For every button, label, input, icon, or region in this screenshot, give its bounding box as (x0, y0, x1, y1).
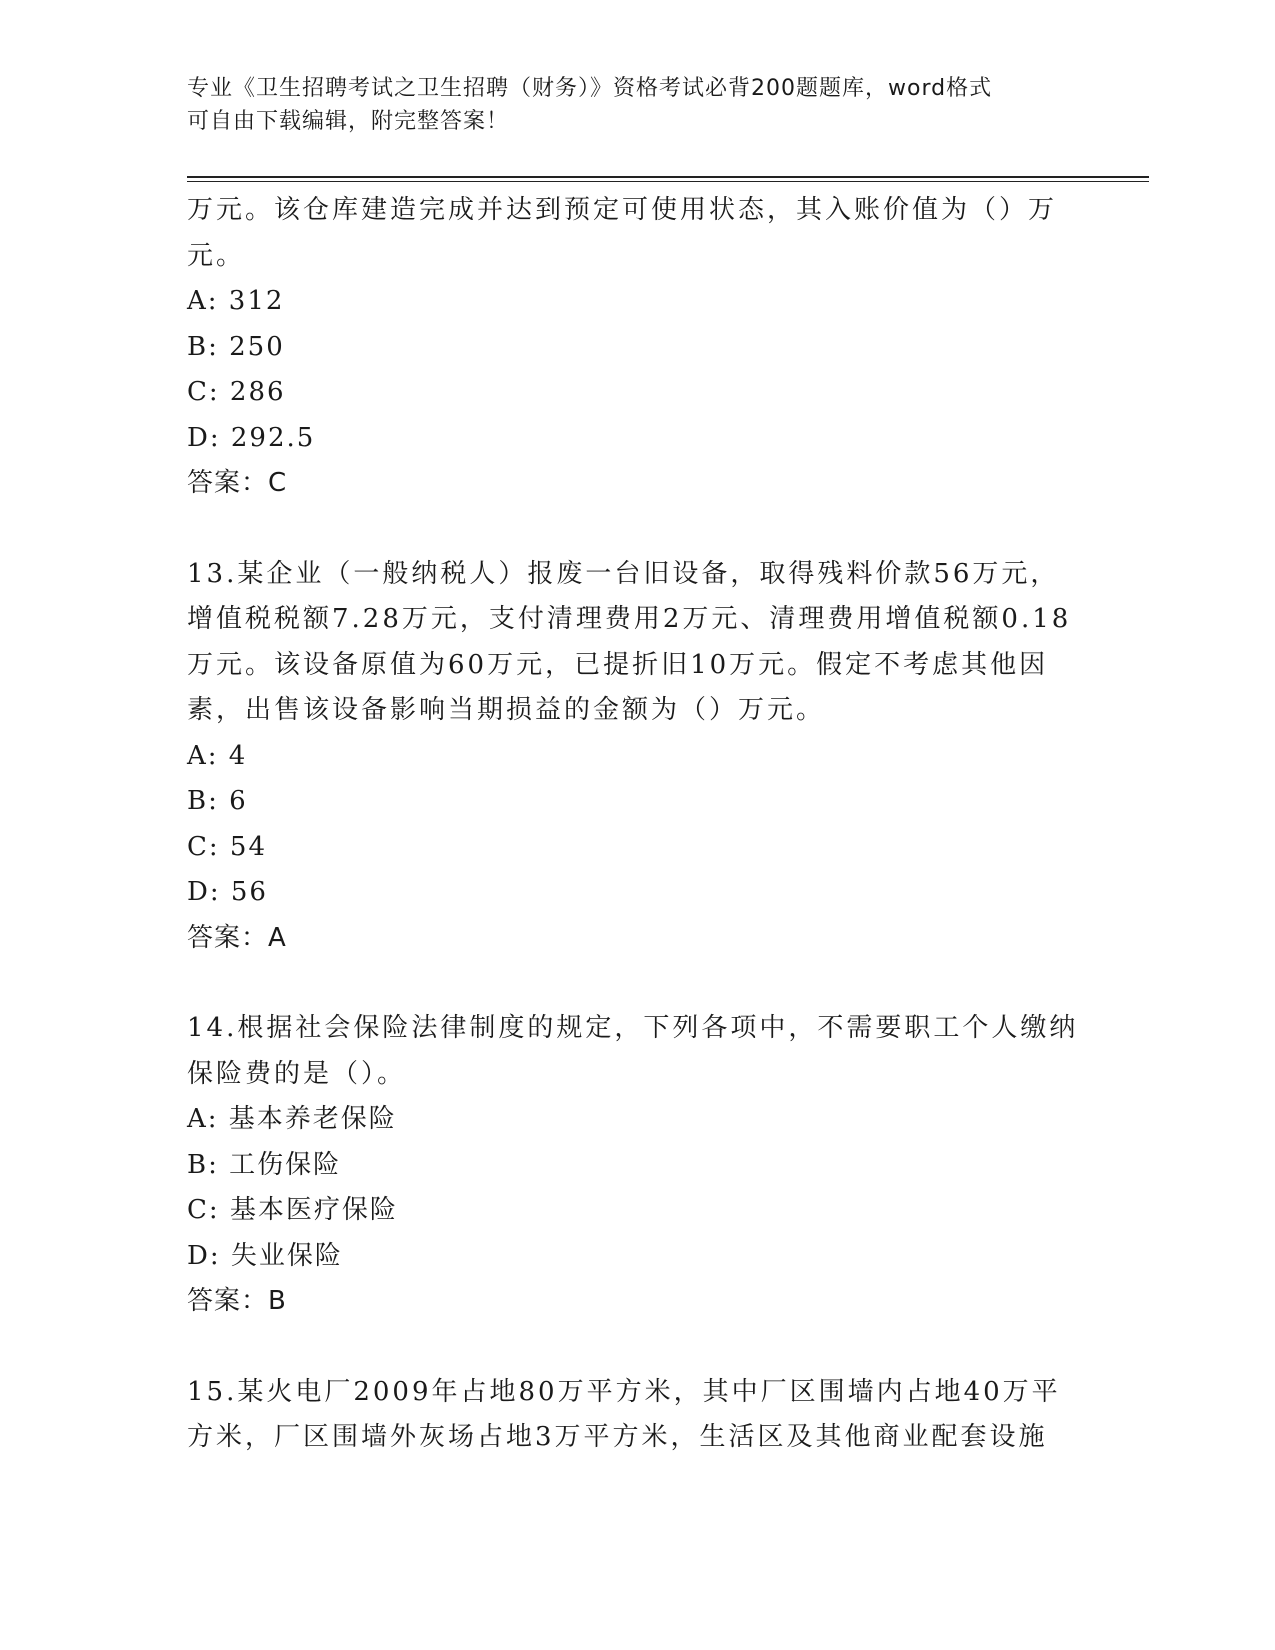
spacer (187, 1325, 1087, 1370)
document-header (187, 72, 1067, 138)
question-stem-line: 保险费的是（）。 (187, 1058, 407, 1089)
answer-line: 答案：C (187, 468, 288, 498)
answer-line: 答案：B (187, 1286, 287, 1316)
header-line-1: 专业《卫生招聘考试之卫生招聘（财务）》资格考试必背200题题库，word格式 (187, 76, 993, 101)
question-stem-line: 增值税税额7.28万元，支付清理费用2万元、清理费用增值税额0.18 (187, 604, 1072, 634)
header-divider-thick (187, 176, 1149, 178)
answer-line: 答案：A (187, 922, 287, 953)
document-body (187, 188, 1087, 1461)
question-stem-line: 元。 (187, 240, 246, 271)
question-14 (187, 1006, 1087, 1325)
header-line-2: 可自由下载编辑，附完整答案！ (187, 109, 510, 134)
question-13 (187, 552, 1087, 962)
option-d: D: 292.5 (187, 422, 316, 453)
question-stem-line: 14.根据社会保险法律制度的规定，下列各项中，不需要职工个人缴纳 (187, 1013, 1079, 1043)
option-c: C: 54 (187, 831, 268, 862)
question-stem-line: 方米，厂区围墙外灰场占地3万平方米，生活区及其他商业配套设施 (187, 1422, 1048, 1452)
option-d: D: 56 (187, 877, 268, 907)
question-12 (187, 188, 1087, 507)
option-c: C: 基本医疗保险 (187, 1195, 398, 1225)
question-stem-line: 万元。该设备原值为60万元，已提折旧10万元。假定不考虑其他因 (187, 649, 1049, 680)
option-a: A: 4 (187, 740, 248, 771)
option-b: B: 工伤保险 (187, 1149, 342, 1180)
question-15 (187, 1370, 1087, 1461)
question-stem-line: 13.某企业（一般纳税人）报废一台旧设备，取得残料价款56万元， (187, 558, 1060, 589)
spacer (187, 507, 1087, 552)
option-b: B: 250 (187, 331, 285, 362)
spacer (187, 961, 1087, 1006)
option-d: D: 失业保险 (187, 1240, 343, 1271)
header-divider-thin (187, 181, 1149, 182)
question-stem-line: 素，出售该设备影响当期损益的金额为（）万元。 (187, 695, 826, 725)
question-stem-line: 15.某火电厂2009年占地80万平方米，其中厂区围墙内占地40万平 (187, 1376, 1061, 1407)
question-stem-line: 万元。该仓库建造完成并达到预定可使用状态，其入账价值为（）万 (187, 195, 1058, 225)
option-c: C: 286 (187, 377, 286, 407)
option-b: B: 6 (187, 786, 248, 816)
option-a: A: 312 (187, 286, 285, 316)
option-a: A: 基本养老保险 (187, 1104, 397, 1134)
